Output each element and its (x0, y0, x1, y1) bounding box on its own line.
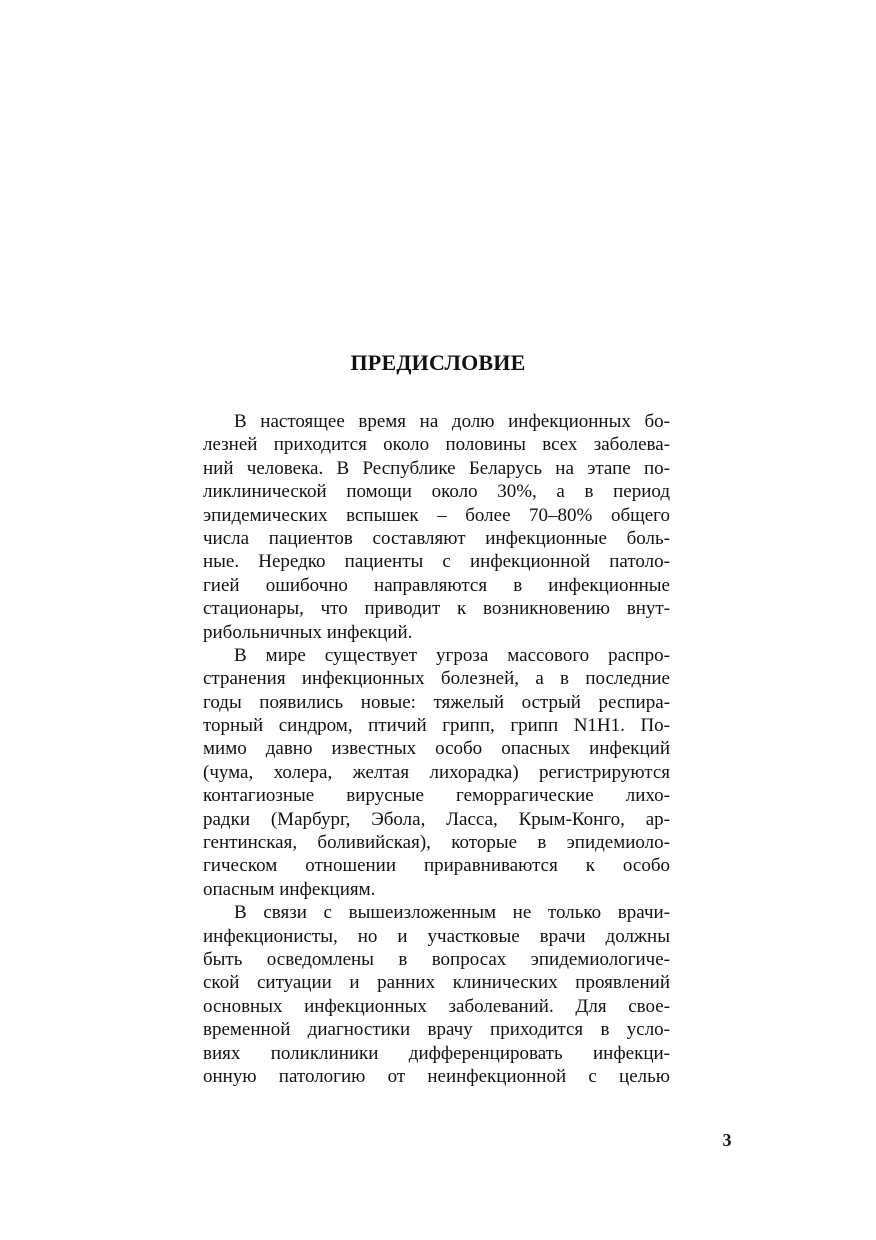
paragraph-2-line-10: гическом отношении приравниваются к особо (203, 855, 670, 877)
paragraph-1-line-7: ные. Нередко пациенты с инфекционной патоло- (203, 551, 670, 573)
paragraph-1-line-5: эпидемических вспышек – более 70–80% общего (203, 504, 670, 526)
paragraph-2-line-11: опасным инфекциям. (203, 878, 376, 900)
paragraph-1-line-2: лезней приходится около половины всех заболева- (203, 434, 670, 456)
paragraph-1-line-1: В настоящее время на долю инфекционных бо- (234, 411, 670, 432)
paragraph-2-line-7: контагиозные вирусные геморрагические лихо- (203, 785, 670, 807)
paragraph-2-line-4: торный синдром, птичий грипп, грипп N1H1. По- (203, 715, 670, 737)
paragraph-1-line-6: числа пациентов составляют инфекционные боль- (203, 527, 670, 549)
paragraph-1-line-9: стационары, что приводит к возникновению внут- (203, 598, 670, 620)
page-number: 3 (722, 1130, 732, 1150)
paragraph-1-line-3: ний человека. В Республике Беларусь на этапе по- (203, 457, 670, 479)
paragraph-2-line-3: годы появились новые: тяжелый острый респира- (203, 691, 670, 713)
paragraph-2-line-6: (чума, холера, желтая лихорадка) регистрируются (203, 761, 670, 783)
paragraph-3-line-1: В связи с вышеизложенным не только врачи- (234, 902, 670, 924)
paragraph-3-line-2: инфекционисты, но и участковые врачи должны (203, 925, 670, 947)
paragraph-1-line-4: ликлинической помощи около 30%, а в период (203, 481, 670, 503)
page-title: ПРЕДИСЛОВИЕ (350, 350, 526, 375)
paragraph-2-line-5: мимо давно известных особо опасных инфекций (203, 738, 670, 760)
paragraph-1-line-8: гией ошибочно направляются в инфекционные (203, 574, 670, 596)
paragraph-3-line-6: временной диагностики врачу приходится в усло- (203, 1019, 670, 1041)
preface-body (203, 410, 670, 1088)
paragraph-3-line-7: виях поликлиники дифференцировать инфекци- (203, 1042, 670, 1064)
paragraph-2-line-8: радки (Марбург, Эбола, Ласса, Крым-Конго, ар- (203, 808, 670, 830)
paragraph-2-line-9: гентинская, боливийская), которые в эпидемиоло- (203, 832, 670, 854)
paragraph-2-line-2: странения инфекционных болезней, а в последние (203, 668, 670, 690)
paragraph-3-line-5: основных инфекционных заболеваний. Для свое- (203, 995, 670, 1017)
paragraph-3-line-3: быть осведомлены в вопросах эпидемиологиче- (203, 948, 670, 970)
paragraph-2-line-1: В мире существует угроза массового распро- (234, 644, 670, 666)
paragraph-3-line-4: ской ситуации и ранних клинических проявлений (203, 972, 670, 994)
paragraph-3-line-8: онную патологию от неинфекционной с целью (203, 1065, 670, 1087)
paragraph-1-line-10: рибольничных инфекций. (203, 621, 413, 643)
